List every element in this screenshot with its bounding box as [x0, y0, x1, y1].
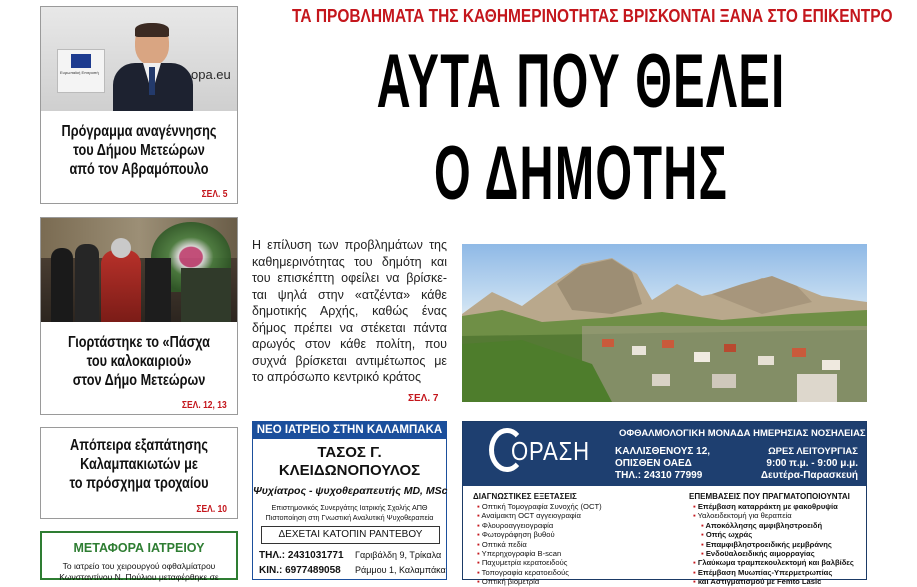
- page-reference: ΣΕΛ. 12, 13: [182, 400, 227, 411]
- clinic-phone[interactable]: ΤΗΛ.: 24310 77999: [615, 470, 703, 481]
- doctor-title: Ψυχίατρος - ψυχοθεραπευτής MD, MSc: [253, 485, 448, 497]
- notice-title: ΜΕΤΑΦΟΡΑ ΙΑΤΡΕΙΟΥ: [73, 541, 205, 555]
- days: Δευτέρα-Παρασκευή: [760, 470, 858, 481]
- page-reference: ΣΕΛ. 5: [201, 189, 227, 200]
- phone[interactable]: ΤΗΛ.: 2431031771: [259, 550, 344, 561]
- story-title: Πρόγραμμα αναγέννησης του Δήμου Μετεώρων από τον Αβραμόπουλο: [61, 123, 217, 178]
- politician-photo: [41, 7, 237, 111]
- page-reference: ΣΕΛ. 7: [408, 393, 439, 404]
- doctor-credential: Πιστοποίηση στη Γνωστική Αναλυτική Ψυχοθεραπεία: [265, 513, 434, 522]
- exams-title: ΔΙΑΓΝΩΣΤΙΚΕΣ ΕΞΕΤΑΣΕΙΣ: [473, 492, 577, 501]
- appointment-box: ΔΕΧΕΤΑΙ ΚΑΤΟΠΙΝ ΡΑΝΤΕΒΟΥ: [261, 526, 440, 544]
- kicker: ΤΑ ΠΡΟΒΛΗΜΑΤΑ ΤΗΣ ΚΑΘΗΜΕΡΙΝΟΤΗΤΑΣ ΒΡΙΣΚΟΝΤΑΙ ΞΑΝΑ ΣΤΟ ΕΠΙΚΕΝΤΡΟ: [292, 6, 893, 26]
- ad-banner: ΝΕΟ ΙΑΤΡΕΙΟ ΣΤΗΝ ΚΑΛΑΜΠΑΚΑ: [253, 422, 446, 439]
- mobile[interactable]: ΚΙΝ.: 6977489058: [259, 565, 341, 576]
- notice-text: Το ιατρείο του χειρουργού οφθαλμίατρου: [62, 561, 216, 571]
- ceremony-photo: [41, 218, 237, 322]
- doctor-name: ΤΑΣΟΣ Γ.: [317, 444, 382, 461]
- person-figure: [111, 23, 195, 111]
- story-card-easter[interactable]: [40, 217, 238, 415]
- procedures-list: ▪ Επέμβαση καταρράκτη με φακοθρυψία ▪ Υαλοειδεκτομή για θεραπεία ▪ Αποκόλλησης αμφιβληστροειδή ▪ Οπής ωχράς ▪ Επαμφιβληστροειδικής μεμβράνης ▪ Ενδοϋαλοειδικής αιμορραγίας ▪ Γλαύκωμα τραμπεκουλεκτομή και βαλβίδες ▪ Επέμβαση Μυωπίας-Υπερμετρωπίας ▪ και Αστιγματισμού με Femto Lasic: [693, 502, 854, 587]
- hours: 9:00 π.μ. - 9:00 μ.μ.: [766, 458, 858, 469]
- page-reference: ΣΕΛ. 10: [196, 504, 227, 515]
- hours-title: ΩΡΕΣ ΛΕΙΤΟΥΡΓΙΑΣ: [768, 446, 858, 457]
- clinic-title: ΟΦΘΑΛΜΟΛΟΓΙΚΗ ΜΟΝΑΔΑ ΗΜΕΡΗΣΙΑΣ ΝΟΣΗΛΕΙΑΣ: [619, 428, 866, 439]
- clinic-address: ΚΑΛΛΙΣΘΕΝΟΥΣ 12,: [615, 446, 711, 457]
- background-text: opa.eu: [191, 67, 231, 82]
- story-title: Απόπειρα εξαπάτησης Καλαμπακιωτών με το πρόσχημα τροχαίου: [69, 437, 209, 492]
- procedures-title: ΕΠΕΜΒΑΣΕΙΣ ΠΟΥ ΠΡΑΓΜΑΤΟΠΟΙΟΥΝΤΑΙ: [689, 492, 850, 501]
- notice-relocation[interactable]: [40, 531, 238, 580]
- story-card-regeneration[interactable]: [40, 6, 238, 204]
- story-title: Γιορτάστηκε το «Πάσχα του καλοκαιριού» στον Δήμο Μετεώρων: [67, 334, 210, 389]
- meteora-landscape-photo: [462, 244, 867, 402]
- lead-paragraph: Η επίλυση των προβλημάτων της καθημερινότητας του δημότη και του επισκέπτη οφείλει να βρίσκε- ται ψηλά στην «ατζέντα» κάθε δημοτικής Αρχής, καθώς ένας δήμος πρέπει να στέκεται πάντα αρωγός στον κάθε πολίτη, που συχνά βρίσκεται αντιμέτωπος με το απρόσωπο κεντρικό κράτος: [252, 238, 447, 384]
- eu-sign: Ευρωπαϊκή Επιτροπή: [57, 49, 105, 93]
- clinic-address: ΟΠΙΣΘΕΝ ΟΑΕΔ: [615, 458, 692, 469]
- headline-line-2: Ο ΔΗΜΟΤΗΣ: [433, 131, 729, 216]
- exams-list: ▪ Οπτική Τομογραφία Συνοχής (OCT) ▪ Αναίμακτη OCT αγγειογραφία ▪ Φλουροαγγειογραφία ▪ Φωτογράφηση βυθού ▪ Οπτικά πεδία ▪ Υπερηχογραφία B-scan ▪ Παχυμετρία κερατοειδούς ▪ Τοπογραφία κερατοειδούς ▪ Οπτική βιομετρία: [477, 502, 602, 587]
- doctor-surname: ΚΛΕΙΔΩΝΟΠΟΥΛΟΣ: [278, 462, 421, 479]
- headline-line-1: ΑΥΤΑ ΠΟΥ ΘΕΛΕΙ: [376, 39, 786, 124]
- ad-eye-clinic[interactable]: [462, 421, 867, 587]
- notice-text: Κωνσταντίνου Ν. Πούλιου μεταφέρθηκε σε: [59, 572, 219, 582]
- story-card-fraud[interactable]: [40, 427, 238, 519]
- doctor-credential: Επιστημονικός Συνεργάτης Ιατρικής Σχολής ΑΠΘ: [271, 503, 428, 512]
- clinic-logo: ΟΡΑΣΗ: [485, 428, 625, 476]
- ad-psychiatrist[interactable]: [252, 421, 447, 580]
- address-kalampaka: Ράμμου 1, Καλαμπάκα: [355, 565, 446, 575]
- address-trikala: Γαριβάλδη 9, Τρίκαλα: [355, 550, 442, 560]
